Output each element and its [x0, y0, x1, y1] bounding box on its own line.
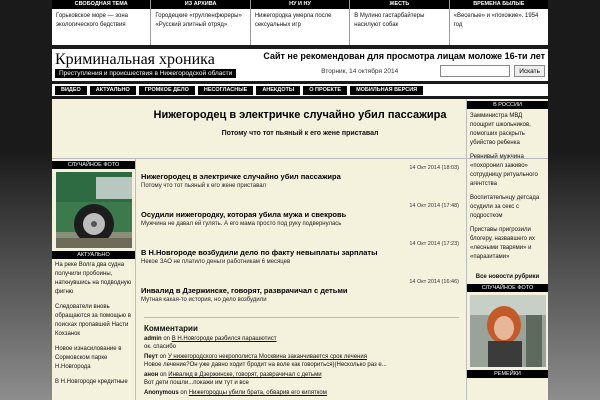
header-right — [263, 51, 545, 77]
news-title[interactable]: Осудили нижегородку, которая убила мужа и свекровь — [141, 210, 347, 219]
news-title[interactable]: Нижегородец в электричке случайно убил пассажира — [141, 172, 341, 181]
comment-item — [144, 336, 459, 351]
search-input[interactable] — [440, 65, 510, 77]
rubric-column[interactable] — [52, 0, 151, 45]
left-sidebar — [52, 159, 136, 400]
comment-text: ок. спасибо — [144, 343, 177, 350]
comment-author[interactable]: Anonymous — [144, 390, 179, 396]
main-content — [52, 99, 548, 400]
comment-item — [144, 372, 459, 387]
comment-author[interactable]: анон — [144, 372, 159, 378]
comment-item — [144, 354, 459, 369]
comment-on: on — [180, 390, 188, 396]
news-desc: Мутная какая-то история, но дело возбудили — [141, 297, 267, 303]
actual-item[interactable]: На реке Волга два судна получили пробоины, наткнувшись на подводную фигню — [55, 262, 132, 295]
nav-item-dissenters[interactable]: НЕСОГЛАСНЫЕ — [198, 86, 253, 95]
comment-author[interactable]: Пеут — [144, 354, 158, 360]
actual-heading: АКТУАЛЬНО — [52, 251, 135, 259]
rubric-heading: НУ И НУ — [251, 0, 349, 9]
news-desc: Потому что тот пьяный к его жене приставал — [141, 183, 267, 189]
comment-author[interactable]: admin — [144, 336, 162, 342]
remakes-heading: РЕМЕЙКИ — [467, 370, 548, 378]
rubric-column[interactable] — [350, 0, 449, 45]
comment-on: on — [159, 372, 167, 378]
rubric-column[interactable] — [251, 0, 350, 45]
random-photo-car[interactable] — [56, 172, 132, 248]
top-rubrics-bar — [52, 0, 548, 45]
nav-item-video[interactable]: ВИДЕО — [55, 86, 87, 95]
nav-item-jokes[interactable]: АНЕКДОТЫ — [256, 86, 300, 95]
right-photo-heading: СЛУЧАЙНОЕ ФОТО — [467, 284, 548, 292]
comment-on: on — [163, 336, 171, 342]
russia-item[interactable]: Воспитательнцу детсада осудили за секс с подростком — [470, 195, 540, 219]
rubric-link[interactable]: В Мулино гастарбайтеры насилуют собак — [354, 13, 425, 28]
car-photo-image — [56, 172, 132, 248]
russia-item[interactable]: Приставы пригрозили блогеру, назвавшего их «лесными тварями» и «паразитами» — [470, 227, 536, 260]
comment-link[interactable]: У нижегородского некрополиста Москвина заканчивается срок лечения — [167, 354, 367, 360]
nav-item-loud-case[interactable]: ГРОМКОЕ ДЕЛО — [139, 86, 195, 95]
russia-item[interactable]: Ревнивый мужчина «похоронил заживо» сотрудницу ритуального агентства — [470, 154, 538, 187]
right-sidebar — [466, 99, 548, 400]
news-item[interactable] — [138, 199, 462, 237]
news-date: 14 Окт 2014 (17:48) — [409, 203, 459, 209]
news-item[interactable] — [138, 161, 462, 199]
news-item[interactable] — [138, 237, 462, 275]
comment-on: on — [159, 354, 167, 360]
nav-item-actual[interactable]: АКТУАЛЬНО — [90, 86, 136, 95]
news-date: 14 Окт 2014 (18:03) — [409, 165, 459, 171]
nav-item-mobile[interactable]: МОБИЛЬНАЯ ВЕРСИЯ — [350, 86, 423, 95]
comment-link[interactable]: Нижегородцы убили брата, обварив его кипятком — [188, 390, 327, 396]
featured-subtitle: Потому что тот пьяный к его жене приставал — [221, 130, 379, 137]
main-nav — [52, 84, 548, 96]
comment-text: Вот дети пошли...покажи им тут и все — [144, 379, 249, 386]
comment-text: Новое лечение?Он уже давно ходит бродит на воле как говориться)(Несколько раз е... — [144, 361, 387, 368]
actual-item[interactable]: Следователи вновь обращаются за помощью в поисках пропавшей Насти Кохзанок — [55, 304, 131, 337]
rubric-link[interactable]: Нижегородка умерла после сексуальных игр — [254, 13, 332, 28]
rubric-heading: ЖЕСТЬ — [350, 0, 448, 9]
random-photo-heading: СЛУЧАЙНОЕ ФОТО — [52, 161, 135, 169]
rubric-link[interactable]: «Веселые» и «похожие». 1954 год — [453, 13, 539, 28]
site-header — [52, 49, 548, 81]
search-row — [263, 65, 545, 77]
rubric-link[interactable]: Городецкие «грулленфюреры» «Русский элитный отряд» — [155, 13, 242, 28]
news-desc: Некое ЗАО не платило деньги работникам 6 месяцев — [141, 259, 291, 265]
actual-item[interactable]: Новое изнасилование в Сормовском парке Н.Новгорода — [55, 346, 122, 370]
news-column — [138, 161, 462, 400]
site-logo[interactable] — [55, 52, 236, 78]
woman-photo-image — [470, 295, 546, 367]
current-date: Вторник, 14 октября 2014 — [321, 67, 399, 75]
news-title[interactable]: Инвалид в Дзержинске, говорят, разврачичал с детьми — [141, 286, 348, 295]
search-button[interactable]: Искать — [514, 65, 545, 77]
comment-item — [144, 390, 459, 398]
featured-title[interactable]: Нижегородец в электричке случайно убил пассажира — [153, 109, 447, 121]
news-desc: Мужчина не давал ей гулять. А его мама просто под руку подвернулась — [141, 221, 342, 227]
actual-item[interactable]: В Н.Новгороде кредитные — [55, 379, 128, 385]
rubric-column[interactable] — [450, 0, 548, 45]
actual-list — [52, 259, 135, 395]
comment-link[interactable]: Инвалид в Дзержинске, говорят, разврачичал с детьми — [168, 372, 322, 378]
all-news-link[interactable]: Все новости рубрики — [475, 274, 540, 280]
comments-heading: Комментарии — [144, 324, 198, 333]
site-subtitle: Преступления и происшествия в Нижегородской области — [55, 69, 236, 78]
russia-list — [467, 109, 548, 270]
rubric-heading: ВРЕМЕНА БЫЛЫЕ — [450, 0, 548, 9]
age-warning: Сайт не рекомендован для просмотра лицам моложе 16-ти лет — [263, 51, 545, 61]
comments-section — [144, 317, 459, 398]
site-title[interactable]: Криминальная хроника — [55, 51, 215, 68]
news-item[interactable] — [138, 275, 462, 313]
rubric-heading: ИЗ АРХИВА — [151, 0, 249, 9]
news-title[interactable]: В Н.Новгороде возбудили дело по факту невыплаты зарплаты — [141, 248, 378, 257]
russia-heading: В РОССИИ — [467, 101, 548, 109]
nav-item-about[interactable]: О ПРОЕКТЕ — [303, 86, 347, 95]
rubric-heading: СВОБОДНАЯ ТЕМА — [52, 0, 150, 9]
random-photo-woman[interactable] — [470, 295, 546, 367]
news-date: 14 Окт 2014 (16:46) — [409, 279, 459, 285]
rubric-link[interactable]: Горьковское море — зона экологического бедствия — [56, 13, 128, 28]
russia-item[interactable]: Замминистра МВД поощрит школьников, помогших раскрыть убийство ребенка — [470, 113, 531, 146]
news-date: 14 Окт 2014 (17:23) — [409, 241, 459, 247]
comment-link[interactable]: В Н.Новгороде разбился парашютист — [171, 336, 277, 342]
rubric-column[interactable] — [151, 0, 250, 45]
